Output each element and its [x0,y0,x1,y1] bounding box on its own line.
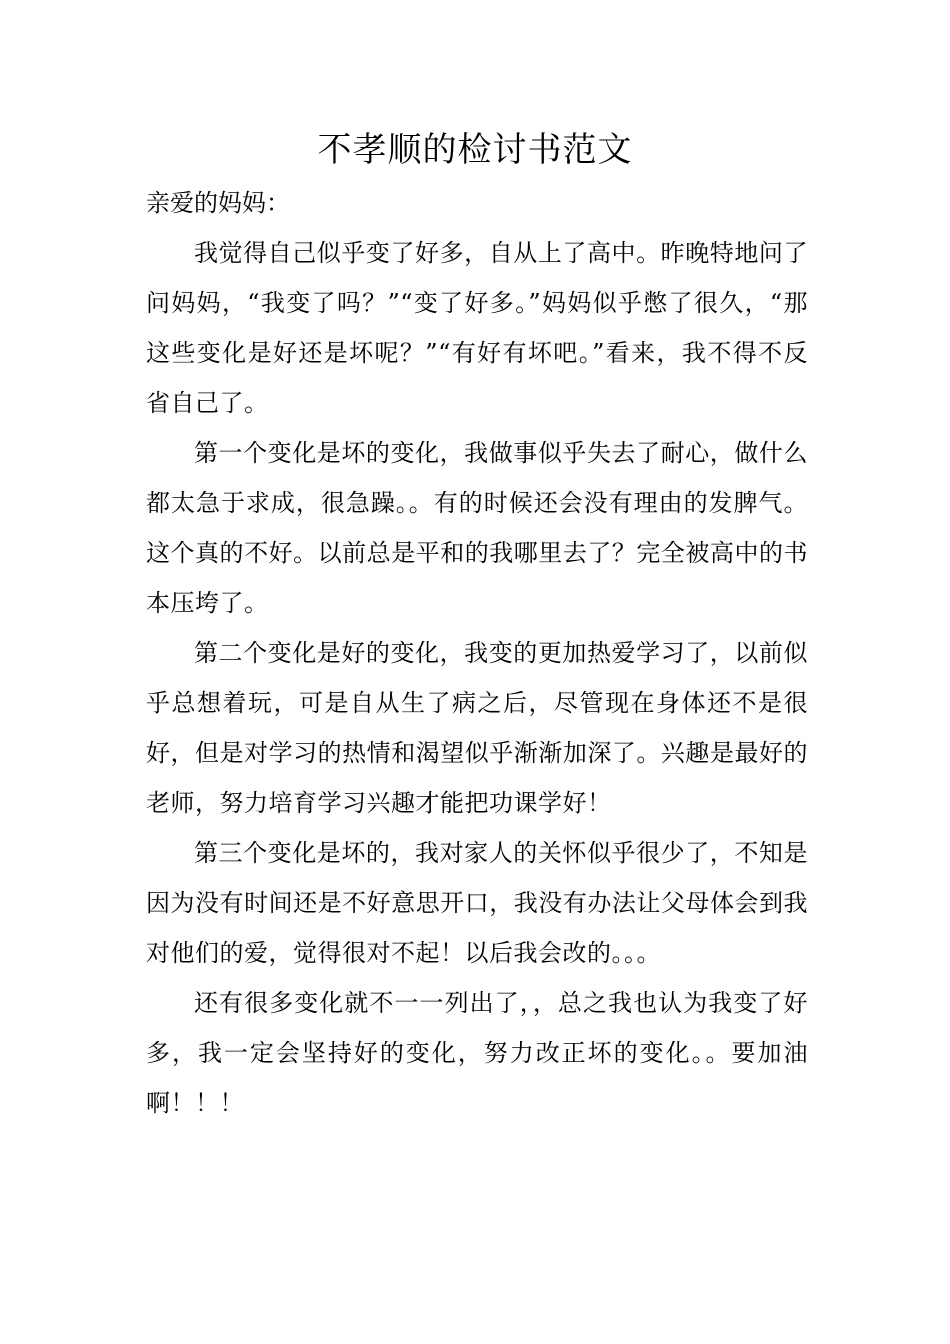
paragraph-2: 第一个变化是坏的变化，我做事似乎失去了耐心，做什么都太急于求成，很急躁。。有的时候还会没有理由的发脾气。这个真的不好。以前总是平和的我哪里去了？完全被高中的书本压垮了。 [146,439,808,617]
document-body [146,178,808,1128]
salutation: 亲爱的妈妈： [146,189,290,217]
paragraph-4: 第三个变化是坏的，我对家人的关怀似乎很少了，不知是因为没有时间还是不好意思开口，我没有办法让父母体会到我对他们的爱，觉得很对不起！以后我会改的。。。 [146,839,808,967]
document-title: 不孝顺的检讨书范文 [317,130,633,170]
paragraph-1: 我觉得自己似乎变了好多，自从上了高中。昨晚特地问了问妈妈，“我变了吗？”“变了好多。”妈妈似乎憋了很久，“那这些变化是好还是坏呢？”“有好有坏吧。”看来，我不得不反省自己了。 [146,239,808,417]
paragraph-3: 第二个变化是好的变化，我变的更加热爱学习了，以前似乎总想着玩，可是自从生了病之后，尽管现在身体还不是很好，但是对学习的热情和渴望似乎渐渐加深了。兴趣是最好的老师，努力培育学习兴趣才能把功课学好！ [146,639,808,817]
paragraph-5: 还有很多变化就不一一列出了，，总之我也认为我变了好多，我一定会坚持好的变化，努力改正坏的变化。。要加油啊！！！ [146,989,808,1117]
